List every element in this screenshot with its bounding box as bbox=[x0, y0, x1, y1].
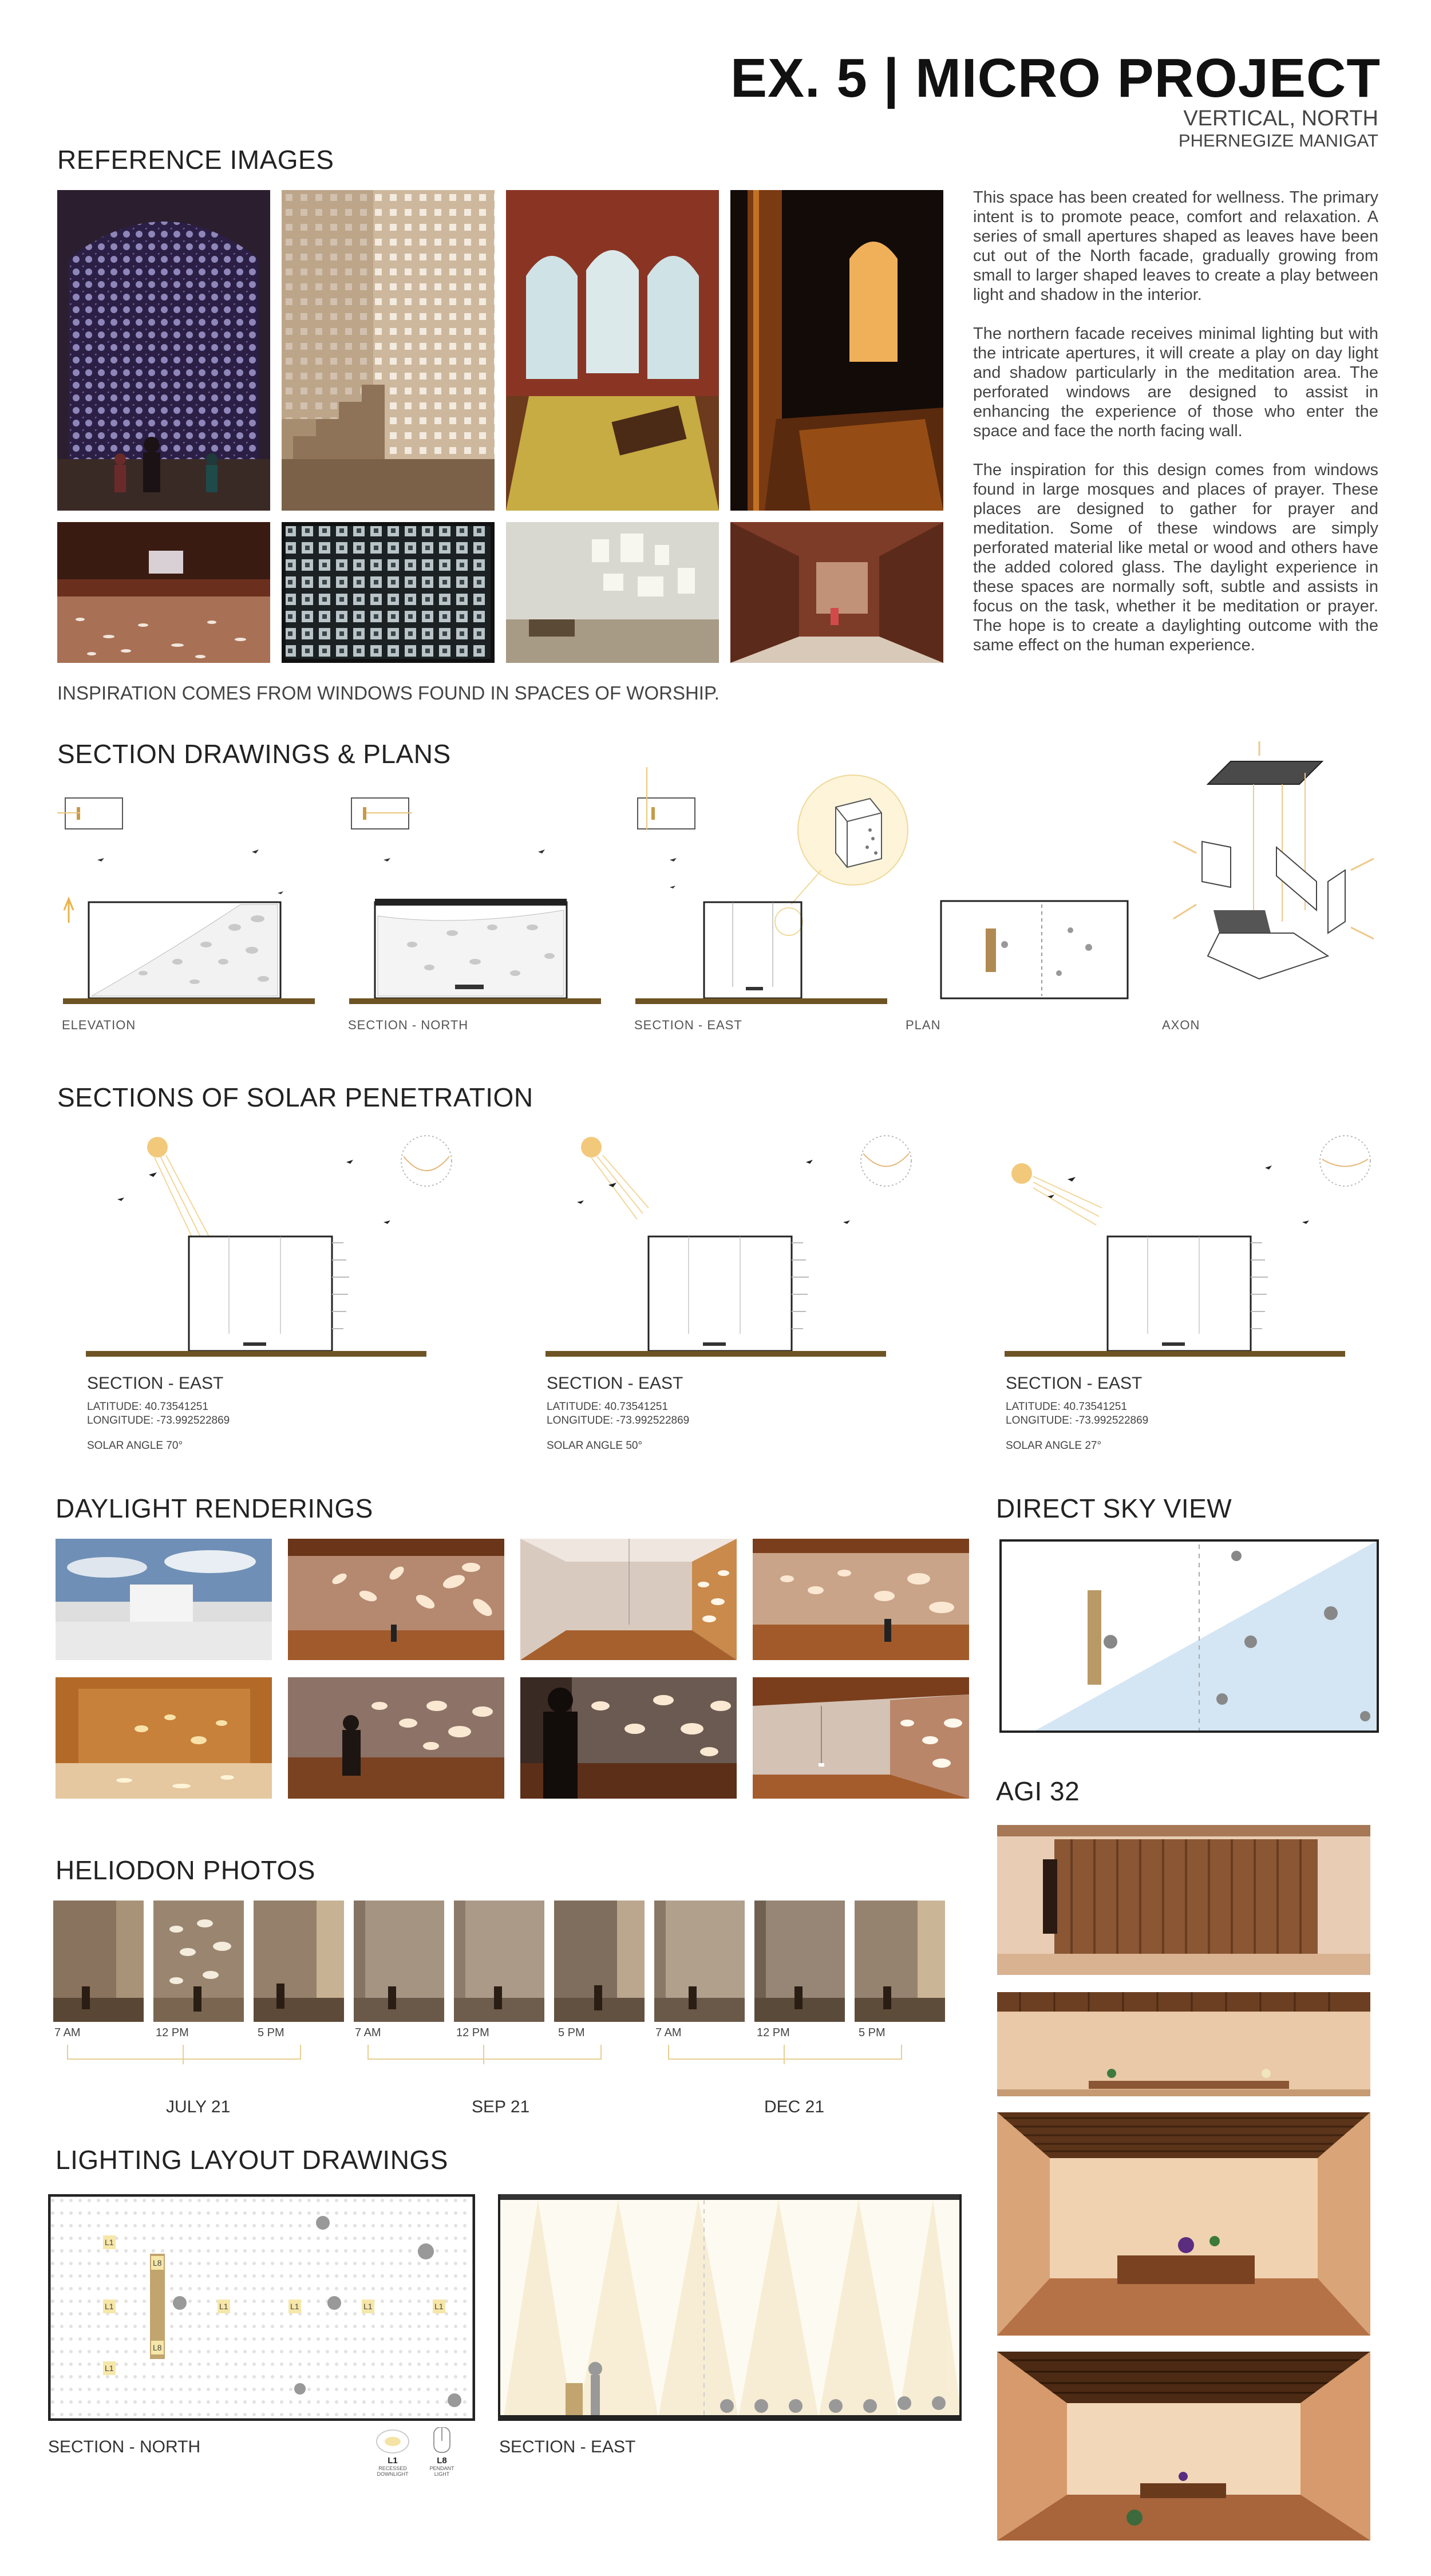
sky-view-diagram bbox=[999, 1539, 1379, 1733]
reference-photo-dotted-floor bbox=[57, 522, 270, 663]
heliodon-heading: HELIODON PHOTOS bbox=[56, 1855, 315, 1885]
project-subtitle: VERTICAL, NORTH bbox=[1183, 106, 1378, 131]
description-paragraph: The northern facade receives minimal lighting but with the intricate apertures, it will create a play on day light and shadow particularly in the meditation area. The perforated windows are designed to assist in enhancing the experience of those who enter the space and face the north facing wall. bbox=[973, 325, 1378, 440]
solar-angle: SOLAR ANGLE 27° bbox=[1006, 1440, 1102, 1452]
daylight-render-corner bbox=[753, 1539, 969, 1660]
heliodon-photo bbox=[53, 1901, 144, 2022]
solar-longitude: LONGITUDE: -73.992522869 bbox=[547, 1415, 690, 1427]
lighting-section-east bbox=[498, 2194, 962, 2421]
fixture-tag: L1 bbox=[288, 2300, 301, 2313]
author-name: PHERNEGIZE MANIGAT bbox=[1178, 131, 1378, 151]
heliodon-bracket-tick bbox=[784, 2045, 785, 2064]
daylight-render-figure bbox=[288, 1677, 504, 1799]
heliodon-time: 12 PM bbox=[757, 2026, 790, 2039]
agi-render-perspective bbox=[997, 2112, 1370, 2336]
daylight-heading: DAYLIGHT RENDERINGS bbox=[56, 1494, 373, 1523]
heliodon-photo bbox=[654, 1901, 745, 2022]
heliodon-month: DEC 21 bbox=[764, 2097, 825, 2116]
solar-section-70 bbox=[86, 1122, 464, 1374]
reference-photo-jali-dark bbox=[730, 190, 943, 511]
reference-photo-brick-screen bbox=[282, 190, 495, 511]
daylight-render-figure-close bbox=[520, 1677, 737, 1799]
daylight-render-leaf-wall bbox=[288, 1539, 504, 1660]
legend-code: L8 bbox=[437, 2456, 447, 2466]
heliodon-photo bbox=[454, 1901, 544, 2022]
agi-render-wall bbox=[997, 1825, 1370, 1975]
solar-heading: SECTIONS OF SOLAR PENETRATION bbox=[57, 1082, 533, 1112]
reference-photo-arched-windows bbox=[506, 190, 719, 511]
daylight-render-wood-wall bbox=[56, 1677, 272, 1799]
heliodon-photo bbox=[354, 1901, 444, 2022]
heliodon-bracket bbox=[67, 2045, 301, 2060]
reference-photo-chapel-apertures bbox=[506, 522, 719, 663]
heliodon-photo bbox=[153, 1901, 244, 2022]
legend-item-l8 bbox=[424, 2427, 460, 2484]
heliodon-photo bbox=[754, 1901, 845, 2022]
fixture-tag: L1 bbox=[433, 2300, 445, 2313]
elevation-label: ELEVATION bbox=[62, 1018, 136, 1032]
heliodon-time: 5 PM bbox=[859, 2026, 886, 2039]
solar-longitude: LONGITUDE: -73.992522869 bbox=[87, 1415, 230, 1427]
agi-render-elevation bbox=[997, 1992, 1370, 2096]
heliodon-bracket bbox=[668, 2045, 902, 2060]
fixture-tag: L1 bbox=[218, 2300, 230, 2313]
axon-drawing bbox=[1162, 738, 1391, 1013]
heliodon-month: SEP 21 bbox=[472, 2097, 530, 2116]
solar-angle: SOLAR ANGLE 70° bbox=[87, 1440, 183, 1452]
legend-code: L1 bbox=[388, 2456, 398, 2466]
solar-angle: SOLAR ANGLE 50° bbox=[547, 1440, 643, 1452]
fixture-tag: L1 bbox=[103, 2235, 116, 2249]
section-east-drawing bbox=[630, 767, 916, 1013]
heliodon-time: 7 AM bbox=[54, 2026, 81, 2039]
legend-desc: RECESSED DOWNLIGHT bbox=[377, 2466, 409, 2477]
heliodon-time: 5 PM bbox=[558, 2026, 585, 2039]
heliodon-time: 7 AM bbox=[355, 2026, 381, 2039]
agi-heading: AGI 32 bbox=[996, 1776, 1080, 1806]
heliodon-time: 5 PM bbox=[258, 2026, 284, 2039]
solar-title: SECTION - EAST bbox=[1006, 1374, 1143, 1393]
fixture-tag: L1 bbox=[103, 2300, 116, 2313]
solar-title: SECTION - EAST bbox=[547, 1374, 683, 1393]
agi-render-perspective-far bbox=[997, 2352, 1370, 2541]
axon-label: AXON bbox=[1162, 1018, 1200, 1032]
heliodon-month: JULY 21 bbox=[166, 2097, 231, 2116]
elevation-drawing bbox=[57, 790, 315, 1013]
heliodon-time: 12 PM bbox=[456, 2026, 489, 2039]
heliodon-photo bbox=[554, 1901, 645, 2022]
fixture-tag: L8 bbox=[151, 2341, 164, 2354]
heliodon-photo bbox=[855, 1901, 945, 2022]
legend-desc: PENDANT LIGHT bbox=[429, 2466, 454, 2477]
lighting-north-label: SECTION - NORTH bbox=[48, 2437, 201, 2456]
solar-section-50 bbox=[545, 1122, 923, 1374]
reference-photo-courtyard bbox=[730, 522, 943, 663]
reference-heading: REFERENCE IMAGES bbox=[57, 145, 334, 175]
legend-item-l1 bbox=[375, 2427, 410, 2484]
daylight-render-exterior bbox=[56, 1539, 272, 1660]
section-east-label: SECTION - EAST bbox=[634, 1018, 742, 1032]
daylight-render-room bbox=[520, 1539, 737, 1660]
daylight-render-pendant bbox=[753, 1677, 969, 1799]
reference-photo-geometric-window bbox=[282, 522, 495, 663]
description-paragraph: This space has been created for wellness. The primary intent is to promote peace, comfort and relaxation. A series of small apertures shaped as leaves have been cut out of the North facade, gradually growing from small to larger shaped leaves to create a play between light and shadow in the interior. bbox=[973, 188, 1378, 304]
lighting-heading: LIGHTING LAYOUT DRAWINGS bbox=[56, 2145, 448, 2175]
heliodon-photo bbox=[254, 1901, 344, 2022]
lighting-east-label: SECTION - EAST bbox=[499, 2437, 636, 2456]
heliodon-bracket-tick bbox=[183, 2045, 184, 2064]
drawings-heading: SECTION DRAWINGS & PLANS bbox=[57, 739, 451, 769]
description-paragraph: The inspiration for this design comes from windows found in large mosques and places of prayer. These places are designed to gather for prayer and meditation. Some of these windows are simply perforated material like metal or wood and others have the added colored glass. The daylight experience in these spaces are normally soft, subtle and assists in focus on the task, whether it be meditation or prayer. The hope is to create a daylighting outcome with the same effect on the human experience. bbox=[973, 461, 1378, 654]
plan-drawing bbox=[939, 899, 1133, 1002]
solar-latitude: LATITUDE: 40.73541251 bbox=[87, 1401, 208, 1413]
plan-label: PLAN bbox=[906, 1018, 941, 1032]
heliodon-time: 7 AM bbox=[655, 2026, 682, 2039]
lighting-plan-north bbox=[48, 2194, 475, 2421]
heliodon-bracket bbox=[367, 2045, 602, 2060]
solar-latitude: LATITUDE: 40.73541251 bbox=[1006, 1401, 1127, 1413]
solar-longitude: LONGITUDE: -73.992522869 bbox=[1006, 1415, 1149, 1427]
page-title: EX. 5 | MICRO PROJECT bbox=[730, 48, 1381, 109]
heliodon-bracket-tick bbox=[483, 2045, 484, 2064]
solar-title: SECTION - EAST bbox=[87, 1374, 224, 1393]
sky-heading: DIRECT SKY VIEW bbox=[996, 1494, 1232, 1523]
section-north-label: SECTION - NORTH bbox=[348, 1018, 469, 1032]
reference-photo-lattice-arch bbox=[57, 190, 270, 511]
fixture-tag: L8 bbox=[151, 2256, 164, 2270]
fixture-tag: L1 bbox=[362, 2300, 374, 2313]
project-description bbox=[973, 188, 1378, 655]
section-north-drawing bbox=[343, 790, 601, 1013]
fixture-tag: L1 bbox=[103, 2361, 116, 2375]
reference-caption: INSPIRATION COMES FROM WINDOWS FOUND IN SPACES OF WORSHIP. bbox=[57, 682, 720, 704]
solar-section-27 bbox=[1005, 1122, 1382, 1374]
heliodon-time: 12 PM bbox=[156, 2026, 189, 2039]
solar-latitude: LATITUDE: 40.73541251 bbox=[547, 1401, 668, 1413]
